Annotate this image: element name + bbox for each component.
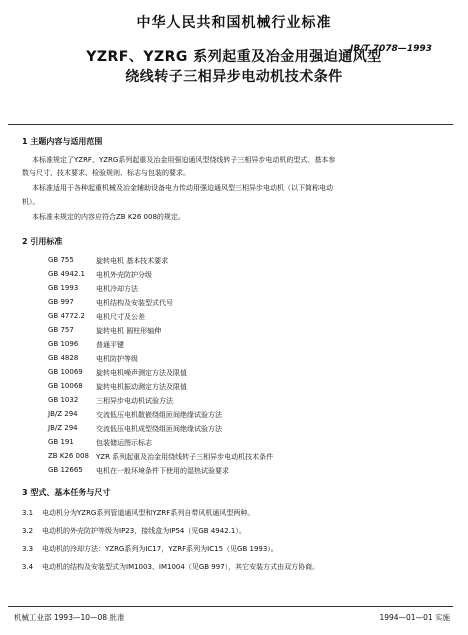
- org-title: 中华人民共和国机械行业标准: [136, 15, 332, 31]
- section-1-paragraph: 本标准规定了YZRF、YZRG系列起重及冶金用强迫通风型绕线转子三相异步电动机的型式、基本参: [32, 156, 336, 164]
- clause-text: 电动机分为YZRG系列管道通风型和YZRF系列自带风机通风型两种。: [42, 509, 255, 517]
- reference-code: GB 4942.1: [48, 270, 85, 278]
- reference-code: GB 757: [48, 326, 74, 334]
- reference-code: GB 4828: [48, 354, 79, 362]
- section-1-paragraph: 机）。: [22, 198, 40, 206]
- section-3-heading: 3 型式、基本任务与尺寸: [22, 488, 111, 497]
- clause-number: 3.2: [22, 527, 34, 535]
- clause-number: 3.3: [22, 545, 34, 553]
- reference-name: 电机外壳防护分级: [96, 271, 152, 279]
- reference-name: 普通平键: [96, 341, 124, 349]
- clause-number: 3.4: [22, 563, 34, 571]
- reference-code: ZB K26 008: [48, 452, 89, 460]
- reference-code: GB 10069: [48, 368, 83, 376]
- reference-name: 电机防护等级: [96, 355, 138, 363]
- reference-name: 旋转电机噪声测定方法及限值: [96, 369, 187, 377]
- footer-divider: [8, 606, 453, 607]
- reference-name: 电机在一般环境条件下使用的湿热试验要求: [96, 467, 229, 475]
- reference-name: 旋转电机 圆柱形轴伸: [96, 327, 162, 335]
- reference-name: 电机尺寸及公差: [96, 313, 145, 321]
- reference-name: 旋转电机振动测定方法及限值: [96, 383, 187, 391]
- reference-name: 包装储运图示标志: [96, 439, 152, 447]
- reference-name: 电机冷却方法: [96, 285, 138, 293]
- clause-text: 电动机的冷却方法：YZRG系列为IC17，YZRF系列为IC15（见GB 1993）。: [42, 545, 278, 553]
- reference-code: GB 10068: [48, 382, 83, 390]
- header-divider: [8, 124, 453, 125]
- doc-title-line2: 绕线转子三相异步电动机技术条件: [125, 69, 343, 85]
- reference-name: 三相异步电动机试验方法: [96, 397, 173, 405]
- reference-code: GB 4772.2: [48, 312, 85, 320]
- reference-code: GB 1993: [48, 284, 79, 292]
- reference-code: JB/Z 294: [48, 410, 78, 418]
- reference-name: 交流低压电机成型绕组匝间绝缘试验方法: [96, 425, 222, 433]
- reference-code: GB 12665: [48, 466, 83, 474]
- reference-code: GB 1032: [48, 396, 79, 404]
- implementation-date: 1994—01—01 实施: [379, 613, 450, 622]
- reference-name: YZR 系列起重及冶金用绕线转子三相异步电动机技术条件: [96, 453, 274, 461]
- section-1-paragraph: 本标准未规定的内容应符合ZB K26 008的规定。: [32, 213, 185, 221]
- section-1-paragraph: 数与尺寸、技术要求、检验规则、标志与包装的要求。: [22, 169, 190, 177]
- reference-name: 旋转电机 基本技术要求: [96, 257, 169, 265]
- reference-name: 电机结构及安装型式代号: [96, 299, 173, 307]
- doc-title-line1: YZRF、YZRG 系列起重及冶金用强迫通风型: [86, 49, 382, 65]
- section-1-heading: 1 主题内容与适用范围: [22, 137, 103, 146]
- reference-code: GB 1096: [48, 340, 79, 348]
- clause-text: 电动机的外壳防护等级为IP23，接线盒为IP54（见GB 4942.1）。: [42, 527, 246, 535]
- reference-code: JB/Z 294: [48, 424, 78, 432]
- standard-number: JB/T 7078—1993: [350, 44, 432, 54]
- section-1-paragraph: 本标准适用于各种起重机械及冶金辅助设备电力传动用强迫通风型三相异步电动机（以下简称电动: [32, 184, 333, 192]
- reference-code: GB 997: [48, 298, 74, 306]
- clause-text: 电动机的结构及安装型式为IM1003、IM1004（见GB 997），其它安装方式由双方协商。: [42, 563, 320, 571]
- clause-number: 3.1: [22, 509, 34, 517]
- reference-code: GB 755: [48, 256, 74, 264]
- reference-code: GB 191: [48, 438, 74, 446]
- approval-date: 机械工业部 1993—10—08 批准: [14, 613, 125, 622]
- section-2-heading: 2 引用标准: [22, 237, 63, 246]
- reference-name: 交流低压电机散嵌绕组匝间绝缘试验方法: [96, 411, 222, 419]
